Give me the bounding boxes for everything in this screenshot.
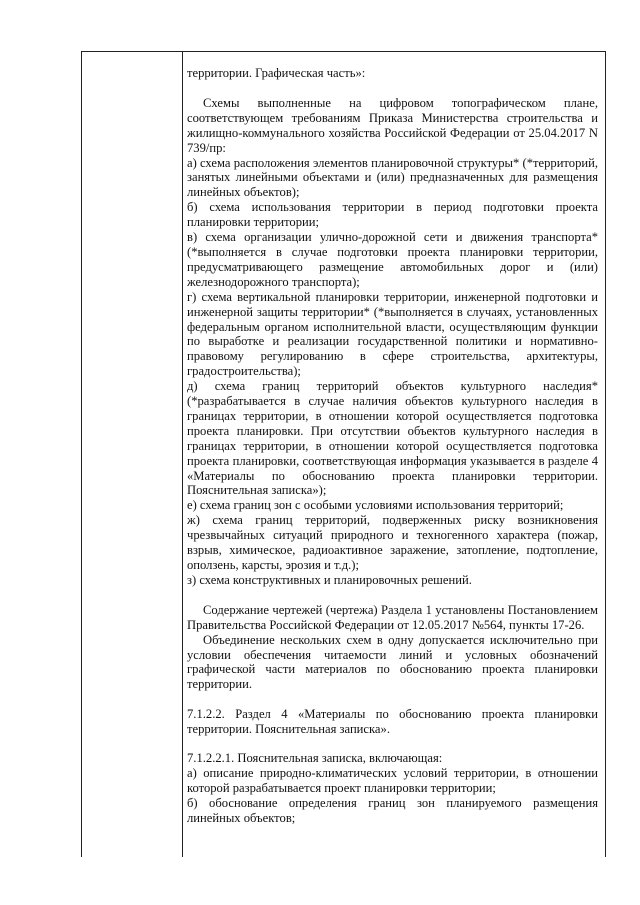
- list-item-g: г) схема вертикальной планировки территории, инженерной подготовки и инженерной защиты территории* (*выполняется в случаях, установленных федеральным органом исполнительной власти, осуществляющим функции по выработке и реализации государственной политики и нормативно-правовому регулированию в сфере строительства, архитектуры, градостроительства);: [187, 289, 598, 379]
- subsection-7-1-2-2-1: 7.1.2.2.1. Пояснительная записка, включающая:: [187, 751, 443, 766]
- list-item-e: е) схема границ зон с особыми условиями использования территорий;: [187, 498, 564, 513]
- section-heading-7-1-2-2: 7.1.2.2. Раздел 4 «Материалы по обоснованию проекта планировки территории. Пояснительная записка».: [187, 707, 598, 737]
- list-item-zh: ж) схема границ территорий, подверженных риску возникновения чрезвычайных ситуаций природного и техногенного характера (пожар, взрыв, химическое, радиоактивное заражение, затопление, подтопление, оползень, карсты, эрозия и т.д.);: [187, 513, 598, 572]
- list-item-b-zones: б) обоснование определения границ зон планируемого размещения линейных объектов;: [187, 795, 598, 825]
- list-item-v: в) схема организации улично-дорожной сети и движения транспорта* (*выполняется в случае подготовки проекта планировки территории, предусматривающего размещение автомобильных дорог и (или) железнодорожного транспорта);: [187, 230, 598, 289]
- paragraph-schemes-intro: Схемы выполненные на цифровом топографическом плане, соответствующем требованиям Приказа Министерства строительства и жилищно-коммунального хозяйства Российской Федерации от 25.04.2017 N 739/пр:: [187, 95, 598, 155]
- table-right-border: [605, 51, 606, 857]
- table-content-cell: [187, 66, 598, 826]
- table-top-border: [81, 51, 606, 52]
- list-item-a-climate: а) описание природно-климатических условий территории, в отношении которой разрабатывается проект планировки территории;: [187, 765, 598, 795]
- paragraph-combining-schemes: Объединение нескольких схем в одну допускается исключительно при условии обеспечения читаемости линий и условных обозначений графической части материалов по обоснованию проекта планировки территории.: [187, 632, 598, 692]
- table-left-border: [81, 51, 82, 857]
- list-item-b: б) схема использования территории в период подготовки проекта планировки территории;: [187, 200, 598, 230]
- list-item-d: д) схема границ территорий объектов культурного наследия* (*разрабатывается в случае наличия объектов культурного наследия в границах территории, в отношении которой осуществляется подготовка проекта планировки. При отсутствии объектов культурного наследия в границах территории, в отношении которой осуществляется подготовка проекта планировки, соответствующая информация указывается в разделе 4 «Материалы по обоснованию проекта планировки территории. Пояснительная записка»);: [187, 379, 598, 498]
- paragraph-drawings-content: Содержание чертежей (чертежа) Раздела 1 установлены Постановлением Правительства Российской Федерации от 12.05.2017 №564, пункты 17-26.: [187, 602, 598, 632]
- list-item-z: з) схема конструктивных и планировочных решений.: [187, 572, 472, 587]
- paragraph-continuation: территории. Графическая часть»:: [187, 66, 366, 80]
- table-column-divider: [182, 51, 183, 857]
- list-item-a: а) схема расположения элементов планировочной структуры* (*территорий, занятых линейными объектами и (или) предназначенных для размещения линейных объектов);: [187, 155, 598, 200]
